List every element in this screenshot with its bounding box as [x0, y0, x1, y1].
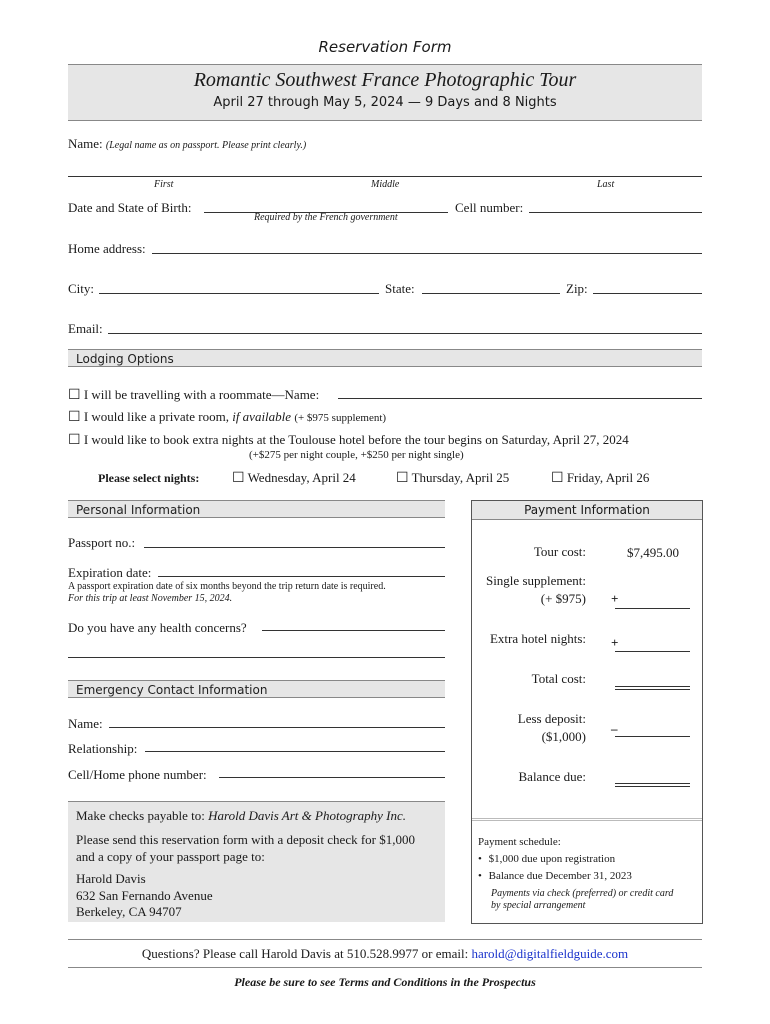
name-label — [68, 136, 306, 152]
passport-field[interactable] — [144, 547, 445, 548]
mail-address-street: 632 San Fernando Avenue — [76, 888, 213, 903]
payment-header: Payment Information — [472, 501, 702, 520]
address-field[interactable] — [152, 253, 702, 254]
schedule-item-1 — [478, 853, 615, 865]
tour-cost-label: Tour cost: — [533, 544, 586, 559]
last-name-caption: Last — [597, 179, 615, 190]
private-room-option — [68, 409, 386, 426]
cell-field[interactable] — [529, 212, 702, 213]
balance-due-label: Balance due: — [518, 769, 586, 784]
send-instructions-1: Please send this reservation form with a deposit check for $1,000 — [76, 832, 415, 847]
night-checkbox[interactable]: ☐ — [396, 471, 409, 486]
total-cost-label: Total cost: — [531, 671, 586, 686]
mail-address-name: Harold Davis — [76, 871, 146, 886]
private-room-price: (+ $975 supplement) — [294, 412, 387, 424]
private-room-label: I would like a private room, — [83, 409, 229, 424]
health-label: Do you have any health concerns? — [68, 620, 247, 635]
lodging-header: Lodging Options — [68, 349, 702, 367]
extra-nights-cost-label: Extra hotel nights: — [489, 631, 586, 646]
footer-rule-bottom — [68, 967, 702, 968]
schedule-text: $1,000 due upon registration — [488, 853, 616, 865]
middle-name-caption: Middle — [371, 179, 400, 190]
extra-nights-checkbox[interactable]: ☐ — [68, 433, 81, 448]
emergency-name-label: Name: — [68, 716, 103, 731]
night-label: Friday, April 26 — [566, 470, 650, 485]
health-field-line2[interactable] — [68, 657, 445, 658]
city-label: City: — [68, 281, 95, 296]
bullet: • — [478, 853, 482, 865]
night-checkbox[interactable]: ☐ — [551, 471, 564, 486]
single-supplement-amount: (+ $975) — [540, 591, 586, 606]
private-room-availability: if available — [232, 409, 292, 424]
payment-panel — [471, 500, 703, 924]
health-field[interactable] — [262, 630, 445, 631]
night-option-thu[interactable] — [396, 470, 509, 487]
mail-address-city: Berkeley, CA 94707 — [76, 904, 182, 919]
less-deposit-amount: ($1,000) — [541, 729, 586, 744]
extra-nights-option — [68, 432, 629, 449]
single-supplement-label: Single supplement: — [485, 573, 586, 588]
tour-dates: April 27 through May 5, 2024 — 9 Days and 8 Nights — [213, 95, 557, 110]
footer-rule-top — [68, 939, 702, 940]
questions-text: Questions? Please call Harold Davis at 510.528.9977 or email: — [141, 946, 469, 961]
city-field[interactable] — [99, 293, 379, 294]
single-plus-sign: + — [611, 591, 619, 606]
expiration-note-date: For this trip at least November 15, 2024. — [68, 593, 233, 604]
relationship-field[interactable] — [145, 751, 445, 752]
tour-title: Romantic Southwest France Photographic Tour — [193, 69, 577, 91]
balance-due-field[interactable] — [615, 783, 690, 787]
select-nights-label: Please select nights: — [98, 471, 200, 485]
less-deposit-field[interactable] — [615, 736, 690, 737]
tour-cost-value: $7,495.00 — [627, 545, 679, 560]
payment-note-1: Payments via check (preferred) or credit card — [491, 888, 674, 899]
night-label: Thursday, April 25 — [411, 470, 510, 485]
roommate-label: I will be travelling with a roommate—Name: — [83, 387, 320, 402]
payable-to: Harold Davis Art & Photography Inc. — [208, 808, 407, 823]
roommate-checkbox[interactable]: ☐ — [68, 388, 81, 403]
expiration-label: Expiration date: — [68, 565, 152, 580]
relationship-label: Relationship: — [68, 741, 138, 756]
roommate-name-field[interactable] — [338, 398, 702, 399]
payable-label: Make checks payable to: — [76, 808, 205, 823]
address-label: Home address: — [68, 241, 146, 256]
personal-header: Personal Information — [68, 500, 445, 518]
payment-note-2: by special arrangement — [491, 900, 586, 911]
send-instructions-2: and a copy of your passport page to: — [76, 849, 265, 864]
extra-nights-cost-field[interactable] — [615, 651, 690, 652]
state-field[interactable] — [422, 293, 560, 294]
state-label: State: — [385, 281, 415, 296]
form-title: Reservation Form — [318, 38, 452, 56]
email-field[interactable] — [108, 333, 702, 334]
expiration-field[interactable] — [158, 576, 445, 577]
payable-line — [76, 808, 406, 824]
name-hint: (Legal name as on passport. Please print clearly.) — [105, 140, 307, 151]
contact-email-link[interactable]: harold@digitalfieldguide.com — [471, 946, 629, 961]
extra-plus-sign: + — [611, 635, 619, 650]
emergency-header: Emergency Contact Information — [68, 680, 445, 698]
dob-note: Required by the French government — [254, 212, 398, 223]
night-option-wed[interactable] — [232, 470, 356, 487]
phone-field[interactable] — [219, 777, 445, 778]
extra-nights-price: (+$275 per night couple, +$250 per night single) — [249, 449, 464, 461]
schedule-text: Balance due December 31, 2023 — [488, 870, 632, 882]
dob-label: Date and State of Birth: — [68, 200, 192, 215]
terms-notice: Please be sure to see Terms and Conditions in the Prospectus — [234, 975, 536, 989]
private-room-checkbox[interactable]: ☐ — [68, 410, 81, 425]
first-name-caption: First — [154, 179, 174, 190]
expiration-note: A passport expiration date of six months beyond the trip return date is required. — [68, 581, 386, 592]
night-option-fri[interactable] — [551, 470, 649, 487]
schedule-item-2 — [478, 870, 632, 882]
passport-label: Passport no.: — [68, 535, 136, 550]
mailing-instructions — [68, 801, 445, 922]
email-label: Email: — [68, 321, 103, 336]
emergency-name-field[interactable] — [109, 727, 445, 728]
payment-divider — [472, 818, 702, 821]
zip-field[interactable] — [593, 293, 702, 294]
cell-label: Cell number: — [455, 200, 524, 215]
name-label-text: Name: — [68, 136, 103, 151]
night-checkbox[interactable]: ☐ — [232, 471, 245, 486]
schedule-label: Payment schedule: — [478, 836, 561, 848]
zip-label: Zip: — [566, 281, 588, 296]
total-cost-field[interactable] — [615, 686, 690, 690]
questions-line — [0, 946, 770, 962]
night-label: Wednesday, April 24 — [247, 470, 356, 485]
bullet: • — [478, 870, 482, 882]
minus-sign: – — [611, 721, 618, 736]
roommate-option — [68, 387, 319, 404]
name-field[interactable] — [68, 176, 702, 177]
title-banner — [68, 64, 702, 121]
single-supplement-field[interactable] — [615, 608, 690, 609]
less-deposit-label: Less deposit: — [517, 711, 586, 726]
extra-nights-label: I would like to book extra nights at the Toulouse hotel before the tour begins on Saturday, April 27, 2024 — [83, 432, 629, 447]
phone-label: Cell/Home phone number: — [68, 767, 207, 782]
